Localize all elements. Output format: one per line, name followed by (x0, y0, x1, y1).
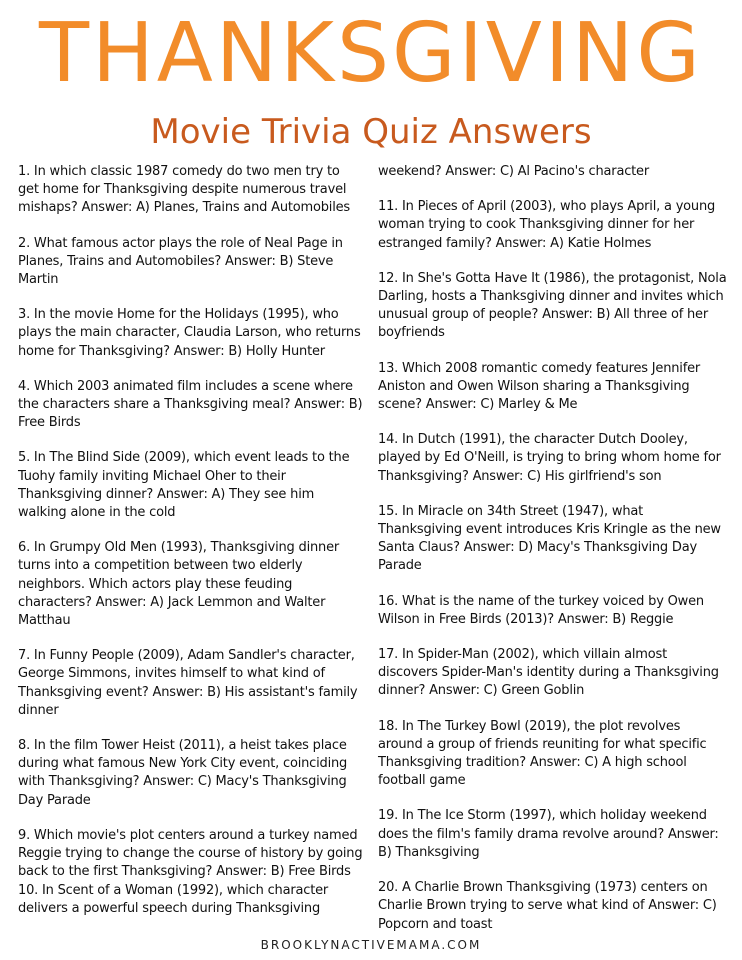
footer-site: BROOKLYNACTIVEMAMA.COM (260, 938, 482, 952)
question-1: 1. In which classic 1987 comedy do two men try to get home for Thanksgiving despite numerous travel mishaps? Answer: A) Planes, Trains and Automobiles (18, 164, 350, 216)
question-13: 13. Which 2008 romantic comedy features Jennifer Aniston and Owen Wilson sharing a Thanksgiving scene? Answer: C) Marley & Me (378, 360, 701, 413)
question-2: 2. What famous actor plays the role of Neal Page in Planes, Trains and Automobiles? Answer: B) Steve Martin (18, 235, 343, 288)
question-14: 14. In Dutch (1991), the character Dutch Dooley, played by Ed O'Neill, is trying to bring whom home for Thanksgiving? Answer: C) His girlfriend's son (378, 432, 721, 484)
question-16: 16. What is the name of the turkey voiced by Owen Wilson in Free Birds (2013)? Answer: B) Reggie (378, 593, 704, 627)
question-15: 15. In Miracle on 34th Street (1947), what Thanksgiving event introduces Kris Kringle as the new Santa Claus? Answer: D) Macy's Thanksgiving Day Parade (378, 503, 721, 574)
question-10-continued: weekend? Answer: C) Al Pacino's character (378, 164, 650, 179)
question-3: 3. In the movie Home for the Holidays (1995), who plays the main character, Claudia Larson, who returns home for Thanksgiving? Answer: B) Holly Hunter (18, 307, 361, 359)
right-column (378, 163, 728, 934)
question-20: 20. A Charlie Brown Thanksgiving (1973) centers on Charlie Brown trying to serve what kind of Answer: C) Popcorn and toast (378, 880, 717, 932)
page-subtitle: Movie Trivia Quiz Answers (150, 112, 592, 152)
left-column (18, 163, 363, 918)
question-11: 11. In Pieces of April (2003), who plays April, a young woman trying to cook Thanksgiving dinner for her estranged family? Answer: A) Katie Holmes (378, 199, 716, 251)
page-title: THANKSGIVING (39, 6, 703, 101)
question-6: 6. In Grumpy Old Men (1993), Thanksgiving dinner turns into a competition between two elderly neighbors. Which actors play these feuding characters? Answer: A) Jack Lemmon and Walter Matthau (18, 540, 340, 629)
question-7: 7. In Funny People (2009), Adam Sandler's character, George Simmons, invites himself to what kind of Thanksgiving event? Answer: B) His assistant's family dinner (18, 648, 358, 718)
question-18: 18. In The Turkey Bowl (2019), the plot revolves around a group of friends reuniting for what specific Thanksgiving tradition? Answer: C) A high school football game (378, 718, 707, 789)
question-10: 10. In Scent of a Woman (1992), which character delivers a powerful speech during Thanksgiving (18, 882, 329, 916)
question-19: 19. In The Ice Storm (1997), which holiday weekend does the film's family drama revolve around? Answer: B) Thanksgiving (378, 808, 719, 860)
question-9: 9. Which movie's plot centers around a turkey named Reggie trying to change the course of history by going back to the first Thanksgiving? Answer: B) Free Birds (18, 827, 363, 880)
question-8: 8. In the film Tower Heist (2011), a heist takes place during what famous New York City event, coinciding with Thanksgiving? Answer: C) Macy's Thanksgiving Day Parade (18, 738, 348, 808)
question-5: 5. In The Blind Side (2009), which event leads to the Tuohy family inviting Michael Oher to their Thanksgiving dinner? Answer: A) They see him walking alone in the cold (18, 450, 350, 521)
question-12: 12. In She's Gotta Have It (1986), the protagonist, Nola Darling, hosts a Thanksgiving dinner and invites which unusual group of people? Answer: B) All three of her boyfriends (378, 270, 727, 341)
question-17: 17. In Spider-Man (2002), which villain almost discovers Spider-Man's identity during a Thanksgiving dinner? Answer: C) Green Goblin (378, 647, 719, 699)
question-4: 4. Which 2003 animated film includes a scene where the characters share a Thanksgiving meal? Answer: B) Free Birds (18, 378, 363, 431)
